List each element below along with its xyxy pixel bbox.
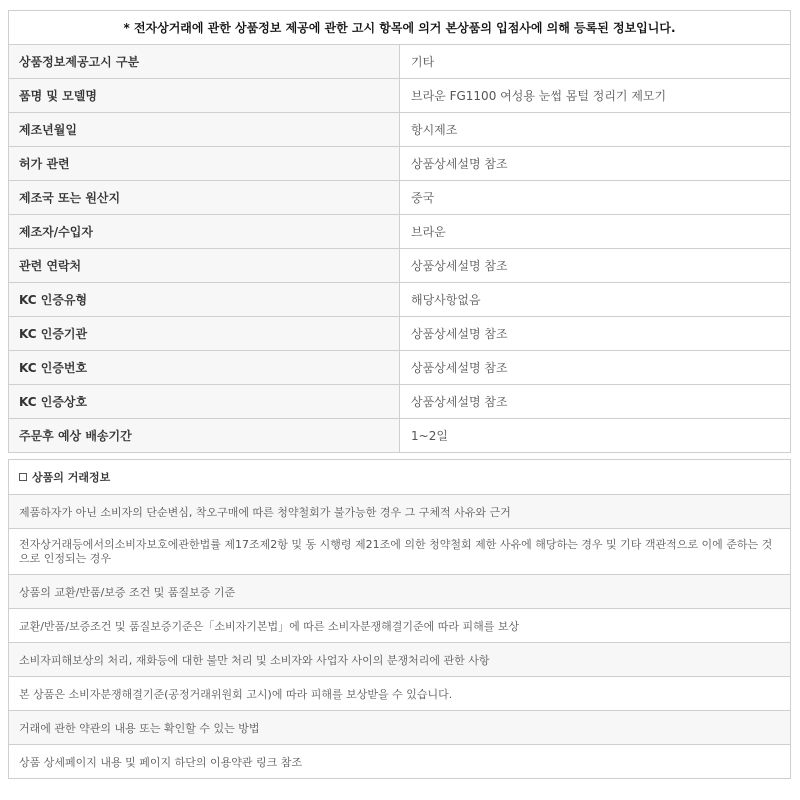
trade-info-title: 상품의 거래정보 [32,471,111,484]
row-label: 관련 연락처 [9,249,400,283]
table-row [9,317,791,351]
row-value: 브라운 [400,215,791,249]
row-value: 중국 [400,181,791,215]
trade-info-text: 본 상품은 소비자분쟁해결기준(공정거래위원회 고시)에 따라 피해를 보상받을 수 있습니다. [19,687,453,701]
table-row [9,419,791,453]
table-row [9,249,791,283]
trade-info-item [9,574,790,608]
row-label: 상품정보제공고시 구분 [9,45,400,79]
row-label: KC 인증유형 [9,283,400,317]
notice-text: * 전자상거래에 관한 상품정보 제공에 관한 고시 항목에 의거 본상품의 입점사에 의해 등록된 정보입니다. [9,11,791,45]
row-value: 상품상세설명 참조 [400,147,791,181]
table-row [9,45,791,79]
row-label: KC 인증상호 [9,385,400,419]
row-value: 상품상세설명 참조 [400,385,791,419]
trade-info-item [9,676,790,710]
row-label: 허가 관련 [9,147,400,181]
row-value: 상품상세설명 참조 [400,351,791,385]
trade-info-text: 상품 상세페이지 내용 및 페이지 하단의 이용약관 링크 참조 [19,755,302,769]
table-row [9,351,791,385]
row-label: 제조자/수입자 [9,215,400,249]
trade-info-item [9,528,790,574]
trade-info-text: 상품의 교환/반품/보증 조건 및 품질보증 기준 [19,585,236,599]
table-row [9,147,791,181]
notice-row [9,11,791,45]
row-label: KC 인증번호 [9,351,400,385]
trade-info-text: 제품하자가 아닌 소비자의 단순변심, 착오구매에 따른 청약철회가 불가능한 경우 그 구체적 사유와 근거 [19,505,511,519]
trade-info-item [9,494,790,528]
trade-info-section [8,459,791,779]
trade-info-header [9,460,790,494]
product-info-notice [8,10,791,779]
row-value: 1~2일 [400,419,791,453]
table-row [9,79,791,113]
trade-info-item [9,744,790,778]
checkbox-square-icon [19,473,27,481]
trade-info-item [9,642,790,676]
row-value: 상품상세설명 참조 [400,249,791,283]
trade-info-text: 전자상거래등에서의소비자보호에관한법률 제17조제2항 및 동 시행령 제21조에 의한 청약철회 제한 사유에 해당하는 경우 및 기타 객관적으로 이에 준하는 것으로 인정되는 경우 [19,537,773,565]
row-value: 상품상세설명 참조 [400,317,791,351]
table-row [9,283,791,317]
table-row [9,113,791,147]
trade-info-text: 교환/반품/보증조건 및 품질보증기준은「소비자기본법」에 따른 소비자분쟁해결기준에 따라 피해를 보상 [19,619,520,633]
row-label: 제조년월일 [9,113,400,147]
trade-info-text: 거래에 관한 약관의 내용 또는 확인할 수 있는 방법 [19,721,260,735]
row-value: 기타 [400,45,791,79]
table-row [9,385,791,419]
table-row [9,181,791,215]
row-value: 브라운 FG1100 여성용 눈썹 몸털 정리기 제모기 [400,79,791,113]
table-row [9,215,791,249]
row-label: 제조국 또는 원산지 [9,181,400,215]
product-info-table [8,10,791,453]
row-value: 항시제조 [400,113,791,147]
row-value: 해당사항없음 [400,283,791,317]
row-label: KC 인증기관 [9,317,400,351]
trade-info-item [9,710,790,744]
trade-info-text: 소비자피해보상의 처리, 재화등에 대한 불만 처리 및 소비자와 사업자 사이의 분쟁처리에 관한 사항 [19,653,490,667]
row-label: 주문후 예상 배송기간 [9,419,400,453]
row-label: 품명 및 모델명 [9,79,400,113]
trade-info-item [9,608,790,642]
